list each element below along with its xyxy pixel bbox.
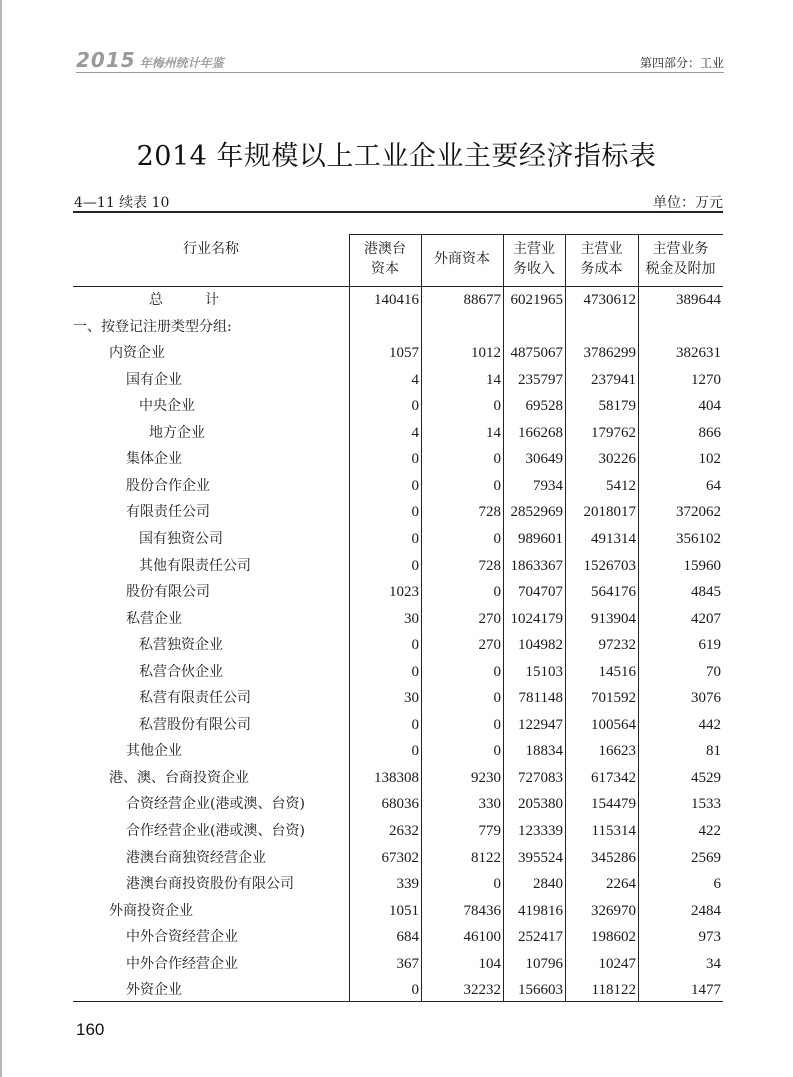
cell-hmt-capital: 339 (396, 876, 419, 893)
row-label: 私营有限责任公司 (139, 690, 251, 707)
table-row (73, 420, 723, 446)
cell-hmt-capital: 4 (411, 424, 419, 441)
row-label: 港澳台商独资经营企业 (126, 849, 266, 866)
row-label: 一、按登记注册类型分组: (73, 318, 232, 335)
cell-cost: 2018017 (583, 504, 636, 521)
cell-tax: 356102 (676, 530, 721, 547)
table-row (73, 712, 723, 738)
cell-hmt-capital: 0 (411, 716, 419, 733)
header-line: 务成本 (580, 261, 623, 277)
cell-cost: 326970 (591, 902, 636, 919)
cell-tax: 866 (698, 424, 721, 441)
header-line: 行业名称 (183, 241, 239, 257)
cell-revenue: 1863367 (510, 557, 563, 574)
cell-revenue: 166268 (518, 424, 563, 441)
yearbook-year: 2015 (76, 48, 136, 72)
cell-hmt-capital: 1023 (389, 584, 419, 601)
table-row (73, 553, 723, 579)
cell-hmt-capital: 0 (411, 982, 419, 999)
cell-cost: 179762 (591, 424, 636, 441)
cell-tax: 64 (706, 477, 721, 494)
cell-revenue: 123339 (518, 823, 563, 839)
cell-hmt-capital: 138308 (374, 769, 419, 786)
cell-revenue: 6021965 (510, 292, 563, 308)
row-label: 私营股份有限公司 (139, 716, 251, 733)
cell-tax: 2569 (691, 849, 721, 866)
cell-tax: 2484 (691, 902, 721, 919)
table-row (73, 738, 723, 764)
cell-hmt-capital: 0 (411, 557, 419, 574)
cell-tax: 1270 (691, 371, 721, 388)
table-row (73, 845, 723, 871)
cell-cost: 4730612 (583, 292, 636, 308)
cell-tax: 442 (698, 716, 721, 733)
cell-foreign-capital: 78436 (463, 902, 501, 919)
cell-hmt-capital: 1057 (389, 345, 419, 362)
yearbook-logo (76, 48, 224, 72)
cell-hmt-capital: 4 (411, 371, 419, 388)
table-row (73, 818, 723, 844)
table-row (73, 898, 723, 924)
cell-foreign-capital: 46100 (463, 929, 501, 946)
row-label: 中外合资经营企业 (126, 929, 238, 946)
cell-cost: 5412 (606, 477, 636, 494)
row-label: 私营合伙企业 (139, 663, 223, 680)
cell-cost: 491314 (591, 530, 636, 547)
cell-revenue: 4875067 (510, 345, 563, 362)
row-label: 外资企业 (126, 982, 182, 999)
header-hmt-capital (349, 239, 421, 279)
cell-foreign-capital: 0 (493, 716, 501, 733)
cell-hmt-capital: 140416 (374, 292, 419, 308)
cell-hmt-capital: 0 (411, 663, 419, 680)
row-label: 中外合作经营企业 (126, 955, 238, 972)
cell-cost: 345286 (591, 849, 636, 866)
cell-cost: 30226 (598, 451, 636, 468)
header-line: 资本 (371, 261, 399, 277)
cell-foreign-capital: 0 (493, 477, 501, 494)
cell-revenue: 704707 (518, 584, 563, 601)
cell-hmt-capital: 684 (396, 929, 419, 946)
cell-tax: 6 (713, 876, 721, 893)
cell-tax: 389644 (676, 292, 721, 308)
cell-foreign-capital: 0 (493, 663, 501, 680)
cell-foreign-capital: 32232 (463, 982, 501, 999)
table-row (73, 314, 723, 340)
cell-hmt-capital: 2632 (389, 823, 419, 839)
row-label: 地方企业 (149, 424, 205, 441)
table-row (73, 446, 723, 472)
cell-tax: 70 (706, 663, 721, 680)
cell-foreign-capital: 270 (478, 610, 501, 627)
table-row (73, 685, 723, 711)
cell-cost: 913904 (591, 610, 636, 627)
cell-foreign-capital: 1012 (471, 345, 501, 362)
cell-foreign-capital: 9230 (471, 769, 501, 786)
cell-cost: 115314 (591, 823, 636, 839)
cell-cost: 100564 (591, 716, 636, 733)
cell-cost: 58179 (598, 398, 636, 415)
cell-tax: 102 (698, 451, 721, 468)
table-row (73, 791, 723, 817)
cell-revenue: 30649 (525, 451, 563, 468)
cell-hmt-capital: 30 (404, 610, 419, 627)
cell-tax: 34 (706, 955, 721, 972)
cell-foreign-capital: 728 (478, 557, 501, 574)
cell-hmt-capital: 0 (411, 504, 419, 521)
cell-hmt-capital: 0 (411, 451, 419, 468)
cell-hmt-capital: 67302 (381, 849, 419, 866)
row-label: 外商投资企业 (109, 902, 193, 919)
cell-foreign-capital: 330 (478, 796, 501, 813)
yearbook-name: 年梅州统计年鉴 (139, 56, 224, 70)
row-label: 港澳台商投资股份有限公司 (126, 876, 294, 893)
table-row (73, 606, 723, 632)
cell-cost: 237941 (591, 371, 636, 388)
header-line: 主营业务 (652, 241, 709, 257)
row-label: 其他有限责任公司 (139, 557, 251, 574)
cell-tax: 4529 (691, 769, 721, 786)
table-row (73, 526, 723, 552)
cell-revenue: 1024179 (510, 610, 563, 627)
cell-foreign-capital: 8122 (471, 849, 501, 866)
unit-label: 单位：万元 (653, 195, 723, 211)
cell-foreign-capital: 728 (478, 504, 501, 521)
table-row (73, 340, 723, 366)
cell-cost: 701592 (591, 690, 636, 707)
header-tax (638, 239, 723, 279)
cell-tax: 1477 (691, 982, 721, 999)
row-label: 股份合作企业 (126, 477, 210, 494)
cell-foreign-capital: 0 (493, 584, 501, 601)
cell-foreign-capital: 0 (493, 398, 501, 415)
cell-cost: 154479 (591, 796, 636, 813)
row-label: 私营企业 (126, 610, 182, 627)
cell-foreign-capital: 14 (486, 371, 501, 388)
cell-hmt-capital: 1051 (389, 902, 419, 919)
cell-cost: 198602 (591, 929, 636, 946)
cell-foreign-capital: 0 (493, 743, 501, 760)
cell-foreign-capital: 0 (493, 690, 501, 707)
table-row (73, 632, 723, 658)
cell-hmt-capital: 0 (411, 530, 419, 547)
table-row (73, 393, 723, 419)
page-title: 2014 年规模以上工业企业主要经济指标表 (136, 141, 657, 172)
cell-tax: 372062 (676, 504, 721, 521)
cell-foreign-capital: 104 (478, 955, 501, 972)
cell-revenue: 122947 (518, 716, 563, 733)
cell-tax: 404 (698, 398, 721, 415)
cell-revenue: 419816 (518, 902, 563, 919)
row-label: 国有企业 (126, 371, 182, 388)
table-row (73, 659, 723, 685)
cell-foreign-capital: 270 (478, 637, 501, 654)
cell-revenue: 727083 (518, 769, 563, 786)
table-row (73, 765, 723, 791)
cell-revenue: 252417 (518, 929, 563, 946)
header-line: 外商资本 (434, 251, 490, 267)
cell-cost: 617342 (591, 769, 636, 786)
statistics-table (73, 211, 723, 1001)
cell-foreign-capital: 88677 (463, 292, 501, 308)
cell-cost: 118122 (591, 982, 636, 999)
header-line: 务收入 (513, 261, 555, 277)
cell-tax: 422 (698, 823, 721, 839)
cell-cost: 14516 (598, 663, 636, 680)
cell-tax: 619 (698, 637, 721, 654)
header-name (73, 239, 349, 259)
cell-foreign-capital: 0 (493, 876, 501, 893)
cell-tax: 973 (698, 929, 721, 946)
cell-cost: 2264 (606, 876, 636, 893)
running-head (76, 46, 724, 73)
cell-hmt-capital: 0 (411, 743, 419, 760)
cell-hmt-capital: 0 (411, 637, 419, 654)
cell-revenue: 235797 (518, 371, 563, 388)
row-label: 港、澳、台商投资企业 (109, 769, 249, 786)
cell-revenue: 156603 (518, 982, 563, 999)
table-row (73, 951, 723, 977)
cell-tax: 4845 (691, 584, 721, 601)
table-top-rule (73, 211, 723, 213)
cell-tax: 382631 (676, 345, 721, 362)
table-row (73, 579, 723, 605)
row-label: 合资经营企业(港或澳、台资) (126, 796, 305, 813)
header-inner-rule (349, 234, 723, 235)
cell-cost: 1526703 (583, 557, 636, 574)
cell-foreign-capital: 14 (486, 424, 501, 441)
cell-revenue: 2840 (533, 876, 563, 893)
table-row (73, 499, 723, 525)
table-row (73, 977, 723, 1003)
cell-revenue: 15103 (525, 663, 563, 680)
cell-hmt-capital: 0 (411, 398, 419, 415)
table-row (73, 473, 723, 499)
table-row (73, 367, 723, 393)
cell-hmt-capital: 68036 (381, 796, 419, 813)
cell-revenue: 104982 (518, 637, 563, 654)
cell-revenue: 7934 (533, 477, 563, 494)
cell-cost: 564176 (591, 584, 636, 601)
row-label: 有限责任公司 (126, 504, 210, 521)
header-revenue (503, 239, 565, 279)
cell-revenue: 69528 (525, 398, 563, 415)
cell-hmt-capital: 0 (411, 477, 419, 494)
table-row (73, 287, 723, 313)
cell-revenue: 989601 (518, 530, 563, 547)
cell-revenue: 395524 (518, 849, 563, 866)
cell-cost: 16623 (598, 743, 636, 760)
row-label: 内资企业 (109, 345, 165, 362)
cell-foreign-capital: 0 (493, 451, 501, 468)
cell-revenue: 205380 (518, 796, 563, 813)
row-label: 国有独资公司 (139, 530, 223, 547)
table-row (73, 871, 723, 897)
row-label: 合作经营企业(港或澳、台资) (126, 823, 305, 839)
cell-tax: 4207 (691, 610, 721, 627)
header-line: 港澳台 (364, 241, 406, 257)
header-cost (565, 239, 638, 279)
cell-revenue: 10796 (525, 955, 563, 972)
cell-cost: 97232 (598, 637, 636, 654)
row-label: 股份有限公司 (126, 584, 210, 601)
cell-tax: 81 (706, 743, 721, 760)
row-label: 中央企业 (139, 398, 195, 415)
cell-foreign-capital: 779 (478, 823, 501, 839)
header-line: 税金及附加 (645, 261, 716, 277)
cell-foreign-capital: 0 (493, 530, 501, 547)
cell-hmt-capital: 367 (396, 955, 419, 972)
cell-cost: 10247 (598, 955, 636, 972)
cell-revenue: 781148 (518, 690, 563, 707)
row-label: 总 计 (149, 292, 219, 308)
cell-tax: 3076 (691, 690, 721, 707)
header-line: 主营业 (580, 241, 623, 257)
cell-tax: 1533 (691, 796, 721, 813)
cell-tax: 15960 (683, 557, 721, 574)
table-row (73, 924, 723, 950)
header-line: 主营业 (513, 241, 555, 257)
table-id: 4—11 续表 10 (74, 195, 170, 211)
row-label: 其他企业 (126, 743, 182, 760)
cell-cost: 3786299 (583, 345, 636, 362)
row-label: 集体企业 (126, 451, 182, 468)
row-label: 私营独资企业 (139, 637, 223, 654)
header-foreign-capital (421, 249, 503, 269)
section-label: 第四部分：工业 (639, 56, 724, 70)
cell-revenue: 18834 (525, 743, 563, 760)
cell-hmt-capital: 30 (404, 690, 419, 707)
cell-revenue: 2852969 (510, 504, 563, 521)
page-number: 160 (76, 1020, 105, 1039)
